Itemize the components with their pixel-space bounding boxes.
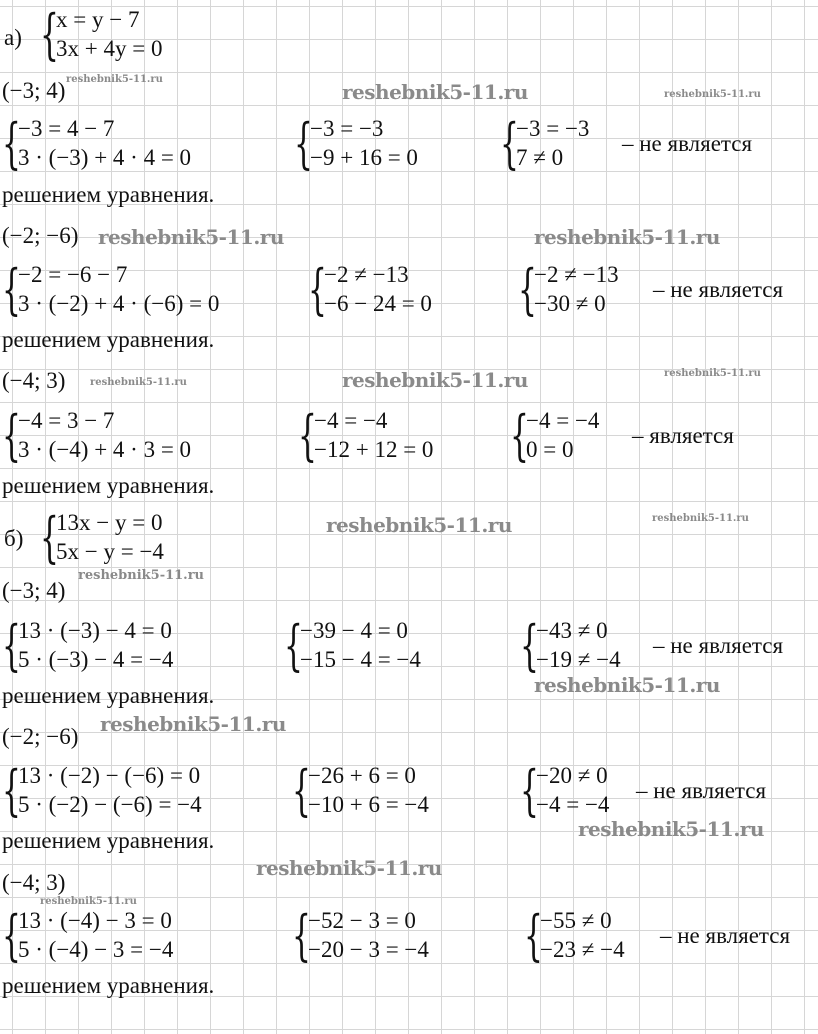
brace-icon: { — [298, 404, 317, 467]
system-a-line-1: x = y − 7 — [56, 7, 140, 32]
check-2-s2-line-2: −6 − 24 = 0 — [324, 291, 432, 316]
check-1-tail: решением уравнения. — [2, 182, 215, 207]
watermark: reshebnik5-11.ru — [534, 225, 720, 249]
check-6-s1-line-2: 5 · (−4) − 3 = −4 — [18, 937, 174, 962]
point-1: (−3; 4) — [2, 78, 66, 103]
check-6-s3-line-2: −23 ≠ −4 — [540, 937, 625, 962]
check-1-s3-line-1: −3 = −3 — [516, 116, 590, 141]
brace-icon: { — [500, 112, 519, 175]
check-3-tail: решением уравнения. — [2, 473, 215, 498]
check-3-s1-line-2: 3 · (−4) + 4 · 3 = 0 — [18, 437, 192, 462]
check-1-verdict: – не является — [622, 131, 753, 156]
system-b-line-1: 13x − y = 0 — [56, 510, 163, 535]
brace-icon: { — [294, 112, 313, 175]
brace-icon: { — [520, 759, 539, 822]
check-4-s1-line-1: 13 · (−3) − 4 = 0 — [18, 618, 172, 643]
brace-icon: { — [2, 404, 21, 467]
check-6-s2-line-1: −52 − 3 = 0 — [308, 908, 416, 933]
brace-icon: { — [2, 258, 21, 321]
brace-icon: { — [524, 904, 543, 967]
check-4-s3-line-2: −19 ≠ −4 — [536, 647, 621, 672]
check-3-s1-line-1: −4 = 3 − 7 — [18, 408, 115, 433]
part-a-label: а) — [4, 25, 22, 50]
brace-icon: { — [40, 3, 59, 66]
check-2-s3-line-1: −2 ≠ −13 — [534, 262, 619, 287]
check-2-tail: решением уравнения. — [2, 327, 215, 352]
watermark: reshebnik5-11.ru — [664, 368, 761, 379]
check-5-s3-line-1: −20 ≠ 0 — [536, 763, 608, 788]
brace-icon: { — [2, 904, 21, 967]
watermark: reshebnik5-11.ru — [342, 368, 528, 392]
brace-icon: { — [2, 759, 21, 822]
check-6-s1-line-1: 13 · (−4) − 3 = 0 — [18, 908, 172, 933]
check-4-s3-line-1: −43 ≠ 0 — [536, 618, 608, 643]
check-6-s3-line-1: −55 ≠ 0 — [540, 908, 612, 933]
check-5-s1-line-1: 13 · (−2) − (−6) = 0 — [18, 763, 201, 788]
check-1-s1-line-1: −3 = 4 − 7 — [18, 116, 115, 141]
watermark: reshebnik5-11.ru — [326, 513, 512, 537]
check-5-s3-line-2: −4 = −4 — [536, 792, 610, 817]
watermark: reshebnik5-11.ru — [100, 712, 286, 736]
point-3: (−4; 3) — [2, 368, 66, 393]
point-6: (−4; 3) — [2, 870, 66, 895]
check-2-s1-line-1: −2 = −6 − 7 — [18, 262, 128, 287]
brace-icon: { — [292, 759, 311, 822]
check-5-tail: решением уравнения. — [2, 828, 215, 853]
system-a-line-2: 3x + 4y = 0 — [56, 36, 163, 61]
watermark: reshebnik5-11.ru — [78, 568, 205, 583]
brace-icon: { — [308, 258, 327, 321]
check-1-s2-line-1: −3 = −3 — [310, 116, 384, 141]
brace-icon: { — [2, 614, 21, 677]
check-6-tail: решением уравнения. — [2, 973, 215, 998]
point-4: (−3; 4) — [2, 578, 66, 603]
watermark: reshebnik5-11.ru — [256, 856, 442, 880]
check-1-s1-line-2: 3 · (−3) + 4 · 4 = 0 — [18, 145, 192, 170]
brace-icon: { — [292, 904, 311, 967]
check-5-s2-line-2: −10 + 6 = −4 — [308, 792, 429, 817]
watermark: reshebnik5-11.ru — [342, 80, 528, 104]
check-5-s1-line-2: 5 · (−2) − (−6) = −4 — [18, 792, 202, 817]
check-4-s2-line-1: −39 − 4 = 0 — [300, 618, 408, 643]
check-3-s2-line-1: −4 = −4 — [314, 408, 388, 433]
check-1-s2-line-2: −9 + 16 = 0 — [310, 145, 418, 170]
check-6-verdict: – не является — [660, 923, 791, 948]
check-3-s2-line-2: −12 + 12 = 0 — [314, 437, 434, 462]
check-2-s1-line-2: 3 · (−2) + 4 · (−6) = 0 — [18, 291, 220, 316]
check-3-s3-line-2: 0 = 0 — [526, 437, 574, 462]
watermark: reshebnik5-11.ru — [578, 817, 764, 841]
brace-icon: { — [518, 258, 537, 321]
brace-icon: { — [510, 404, 529, 467]
brace-icon: { — [284, 614, 303, 677]
check-5-s2-line-1: −26 + 6 = 0 — [308, 763, 416, 788]
check-4-s1-line-2: 5 · (−3) − 4 = −4 — [18, 647, 174, 672]
brace-icon: { — [520, 614, 539, 677]
part-b-label: б) — [4, 526, 24, 551]
brace-icon: { — [2, 112, 21, 175]
check-6-s2-line-2: −20 − 3 = −4 — [308, 937, 429, 962]
watermark: reshebnik5-11.ru — [98, 225, 284, 249]
check-4-s2-line-2: −15 − 4 = −4 — [300, 647, 421, 672]
watermark: reshebnik5-11.ru — [90, 377, 187, 388]
point-2: (−2; −6) — [2, 223, 79, 248]
check-4-tail: решением уравнения. — [2, 683, 215, 708]
system-b-line-2: 5x − y = −4 — [56, 539, 164, 564]
check-5-verdict: – не является — [636, 778, 767, 803]
check-2-s2-line-1: −2 ≠ −13 — [324, 262, 409, 287]
watermark: reshebnik5-11.ru — [534, 673, 720, 697]
watermark: reshebnik5-11.ru — [664, 89, 761, 100]
watermark: reshebnik5-11.ru — [40, 896, 137, 907]
watermark: reshebnik5-11.ru — [66, 74, 163, 85]
point-5: (−2; −6) — [2, 724, 79, 749]
check-1-s3-line-2: 7 ≠ 0 — [516, 145, 564, 170]
check-3-s3-line-1: −4 = −4 — [526, 408, 600, 433]
watermark: reshebnik5-11.ru — [652, 513, 749, 524]
check-3-verdict: – является — [632, 423, 734, 448]
check-2-verdict: – не является — [653, 277, 784, 302]
check-4-verdict: – не является — [653, 633, 784, 658]
brace-icon: { — [40, 506, 59, 569]
check-2-s3-line-2: −30 ≠ 0 — [534, 291, 606, 316]
